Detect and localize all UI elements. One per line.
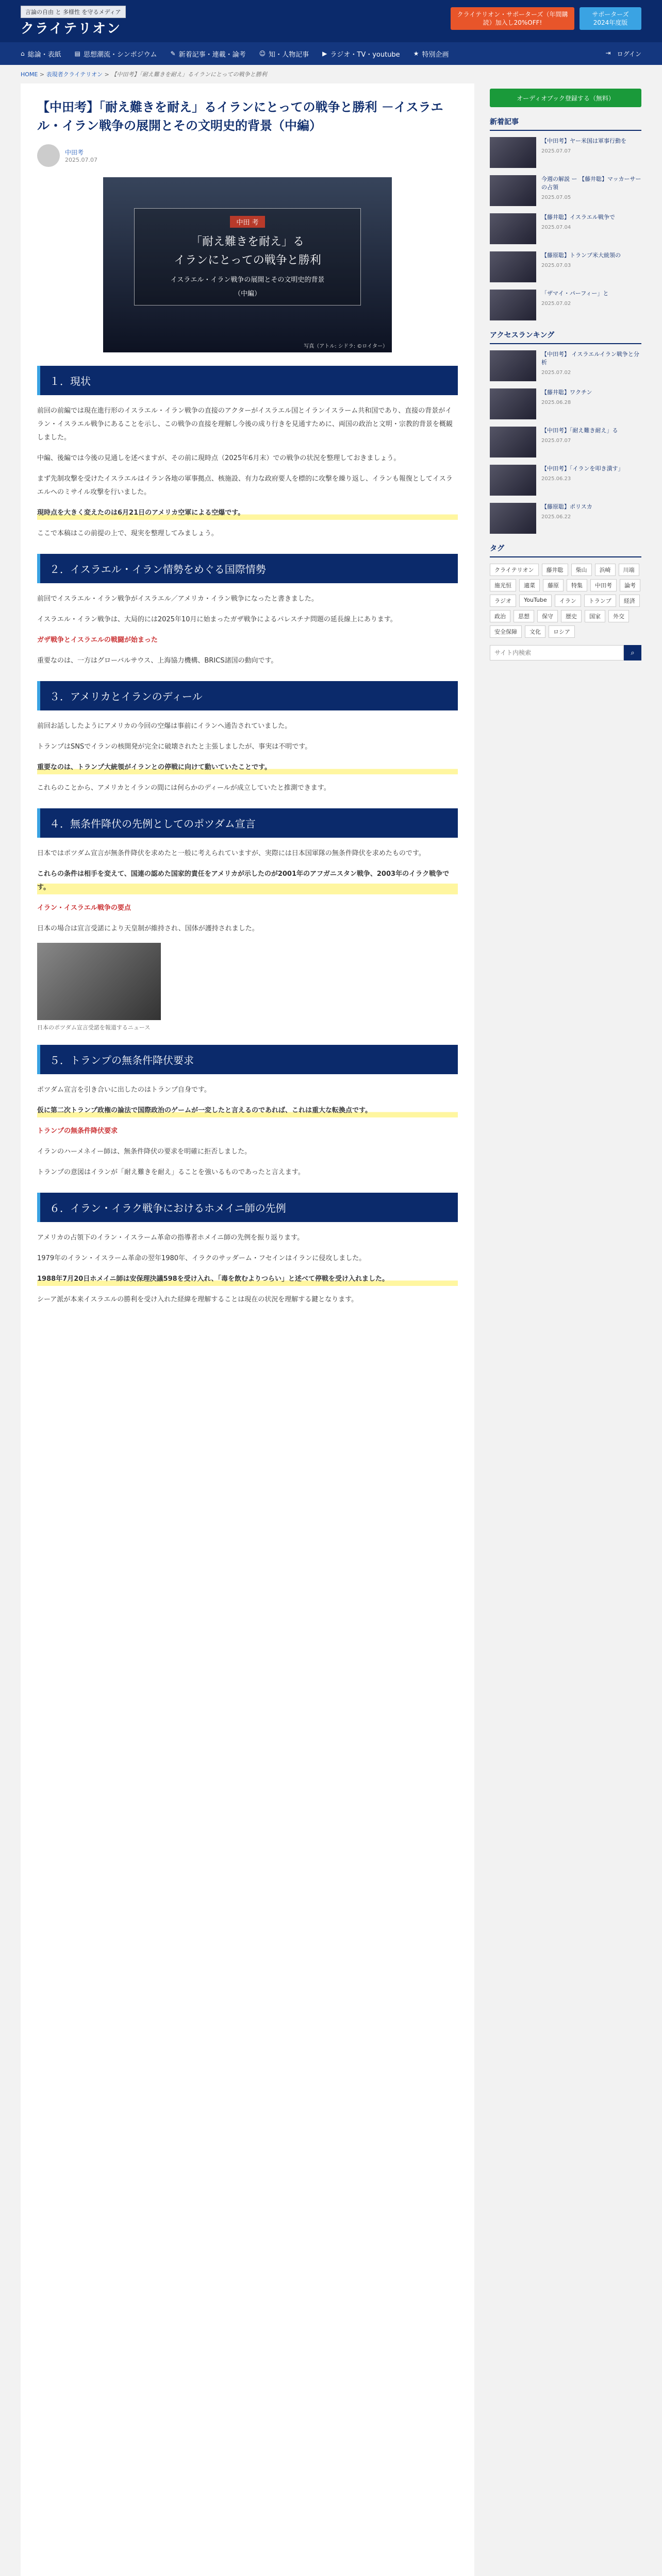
breadcrumb-sep: > bbox=[39, 71, 45, 78]
nav-item-radio[interactable] bbox=[322, 49, 400, 59]
paragraph: ここで本稿はこの前提の上で、現実を整理してみましょう。 bbox=[37, 530, 218, 537]
breadcrumb-category[interactable]: 表現者クライテリオン bbox=[46, 71, 103, 78]
paragraph: これらのことから、アメリカとイランの間には何らかのディールが成立していたと推測できます。 bbox=[37, 784, 330, 792]
login-label: ログイン bbox=[617, 50, 641, 58]
paragraph: 重要なのは、一方はグローバルサウス、上海協力機構、BRICS諸国の動向です。 bbox=[37, 657, 278, 665]
paragraph: シーア派が本来イスラエルの勝利を受け入れた経緯を理解することは現在の状況を理解する鍵となります。 bbox=[37, 1296, 358, 1303]
highlighted-paragraph: 重要なのは、トランプ大統領がイランとの停戦に向けて動いていたことです。 bbox=[37, 761, 458, 774]
potsdam-photo bbox=[37, 943, 161, 1020]
tag-cloud bbox=[490, 564, 641, 638]
article-meta bbox=[37, 144, 458, 167]
nav-label: 総論・表紙 bbox=[27, 50, 61, 59]
section-heading: ５．トランプの無条件降伏要求 bbox=[37, 1045, 458, 1074]
section-heading: ６．イラン・イラク戦争におけるホメイニ師の先例 bbox=[37, 1193, 458, 1222]
item-date: 2025.07.07 bbox=[541, 438, 571, 444]
author-name[interactable]: 中田考 bbox=[65, 149, 84, 156]
tag-link[interactable]: 保守 bbox=[537, 610, 558, 622]
latest-item[interactable] bbox=[490, 251, 641, 282]
emphasis-paragraph: イラン・イスラエル戦争の要点 bbox=[37, 904, 131, 912]
tag-link[interactable]: 藤原 bbox=[543, 579, 564, 591]
item-title: 今週の解説 ー 【藤井聡】マッカーサーの占領 bbox=[541, 176, 641, 191]
tag-link[interactable]: 藤井聡 bbox=[542, 564, 568, 576]
photo-caption: 日本のポツダム宣言受諾を報道するニュース bbox=[37, 1024, 151, 1031]
radio-icon: ▶ bbox=[322, 50, 327, 57]
tag-link[interactable]: ラジオ bbox=[490, 595, 516, 607]
paragraph: 前回の前編では現在進行形のイスラエル・イラン戦争の直接のアクターがイスラエル国とイランイスラーム共和国であり、直接の背景がイラン・イスラエル戦争にあることを示し、この戦争の直接を理解し今後の成り行きを見通すために、両国の政治と文明・宗教的背景を概観しました。 bbox=[37, 407, 453, 442]
latest-item[interactable] bbox=[490, 290, 641, 320]
item-title: 【中田考】「イランを叩き潰す」 bbox=[541, 465, 624, 472]
hero-line2: イランにとっての戦争と勝利 bbox=[174, 254, 321, 267]
item-date: 2025.06.22 bbox=[541, 514, 571, 520]
sidebar bbox=[490, 83, 641, 2576]
section-heading: ３．アメリカとイランのディール bbox=[37, 681, 458, 710]
star-icon: ★ bbox=[413, 50, 419, 57]
item-date: 2025.07.03 bbox=[541, 263, 571, 268]
paragraph: イスラエル・イラン戦争は、大局的には2025年10月に始まったガザ戦争によるパレスチナ問題の延長線上にあります。 bbox=[37, 616, 397, 623]
paragraph: 日本ではポツダム宣言が無条件降伏を求めたと一般に考えられていますが、実際には日本国軍隊の無条件降伏を求めたものです。 bbox=[37, 850, 425, 857]
site-search bbox=[490, 645, 641, 660]
hero-image bbox=[103, 177, 392, 352]
access-heading: アクセスランキング bbox=[490, 330, 641, 344]
tag-link[interactable]: 歴史 bbox=[561, 610, 582, 622]
item-date: 2025.07.05 bbox=[541, 195, 571, 200]
tag-link[interactable]: 思想 bbox=[514, 610, 534, 622]
item-title: 【中田考】ヤー米国は軍事行動を bbox=[541, 138, 626, 144]
site-header bbox=[0, 0, 662, 42]
tag-link[interactable]: 文化 bbox=[525, 625, 545, 638]
item-date: 2025.06.28 bbox=[541, 400, 571, 405]
article-title: 【中田考】「耐え難きを耐え」るイランにとっての戦争と勝利 －イスラエル・イラン戦争の展開とその文明史的背景（中編） bbox=[37, 100, 443, 133]
pen-icon: ✎ bbox=[170, 50, 176, 57]
tag-link[interactable]: 国家 bbox=[585, 610, 605, 622]
paragraph: 前回お話ししたようにアメリカの今回の空爆は事前にイランへ通告されていました。 bbox=[37, 722, 292, 730]
section-heading: ２．イスラエル・イラン情勢をめぐる国際情勢 bbox=[37, 554, 458, 583]
paragraph: 日本の場合は宣言受諾により天皇制が維持され、国体が護持されました。 bbox=[37, 925, 259, 933]
item-title: 【藤井聡】イスラエル戦争で bbox=[541, 214, 615, 221]
highlighted-paragraph: 1988年7月20日ホメイニ師は安保理決議598を受け入れ、「毒を飲むよりつらい」と述べて停戦を受け入れました。 bbox=[37, 1273, 458, 1286]
search-icon: ⌕ bbox=[631, 649, 635, 656]
main-nav bbox=[0, 42, 662, 65]
ranking-item[interactable] bbox=[490, 465, 641, 496]
section-heading: １．現状 bbox=[37, 366, 458, 395]
tag-link[interactable]: 政治 bbox=[490, 610, 510, 622]
nav-label: 特別企画 bbox=[422, 50, 449, 59]
subscription-promo-button[interactable]: クライテリオン・サポーターズ（年間購読）加入し20%OFF! bbox=[451, 7, 574, 30]
thumbnail bbox=[490, 465, 536, 496]
home-icon: ⌂ bbox=[21, 50, 25, 57]
item-date: 2025.07.04 bbox=[541, 225, 571, 230]
book-icon: ▤ bbox=[74, 50, 80, 57]
thumbnail bbox=[490, 213, 536, 244]
tag-link[interactable]: 浜崎 bbox=[595, 564, 616, 576]
tag-link[interactable]: 安全保障 bbox=[490, 625, 522, 638]
emphasis-paragraph: トランプの無条件降伏要求 bbox=[37, 1127, 118, 1135]
publish-date: 2025.07.07 bbox=[65, 157, 97, 163]
login-link[interactable] bbox=[606, 49, 641, 58]
tag-link[interactable]: 中田考 bbox=[590, 579, 617, 591]
item-date: 2025.07.02 bbox=[541, 370, 571, 376]
item-title: 【藤原聡】ポリスカ bbox=[541, 503, 592, 510]
tag-link[interactable]: 外交 bbox=[608, 610, 629, 622]
latest-item[interactable] bbox=[490, 137, 641, 168]
emphasis-paragraph: ガザ戦争とイスラエルの戦闘が始まった bbox=[37, 636, 158, 644]
article-main bbox=[21, 83, 474, 2576]
tags-heading: タグ bbox=[490, 543, 641, 557]
nav-item-special[interactable] bbox=[413, 49, 449, 59]
thumbnail bbox=[490, 388, 536, 419]
item-title: 【中田考】 イスラエルイラン戦争と分析 bbox=[541, 351, 639, 366]
tag-link[interactable]: 柴山 bbox=[571, 564, 592, 576]
paragraph: イランのハーメネイー師は、無条件降伏の要求を明確に拒否しました。 bbox=[37, 1148, 252, 1156]
nav-item-home[interactable] bbox=[21, 49, 61, 59]
item-title: 【藤原聡】トランプ米大統領の bbox=[541, 252, 621, 259]
paragraph: アメリカの占領下のイラン・イスラーム革命の指導者ホメイニ師の先例を振り返ります。 bbox=[37, 1234, 304, 1242]
audiobook-banner-label: オーディオブック登録する（無料） bbox=[517, 94, 615, 102]
paragraph: トランプの意図はイランが「耐え難きを耐え」ることを強いるものであったと言えます。 bbox=[37, 1168, 305, 1176]
hero-sub2: （中編） bbox=[234, 290, 261, 298]
breadcrumb-home[interactable]: HOME bbox=[21, 71, 38, 78]
supporters-button[interactable]: サポーターズ 2024年度版 bbox=[580, 7, 641, 30]
tag-link[interactable]: YouTube bbox=[519, 595, 552, 607]
person-icon: ☺ bbox=[259, 50, 266, 57]
login-icon: ⇥ bbox=[605, 49, 611, 57]
breadcrumb bbox=[0, 65, 662, 83]
thumbnail bbox=[490, 290, 536, 320]
nav-label: 新着記事・連載・論考 bbox=[178, 50, 246, 59]
breadcrumb-sep: > bbox=[104, 71, 109, 78]
nav-item-articles[interactable] bbox=[171, 49, 246, 59]
paragraph: ポツダム宣言を引き合いに出したのはトランプ自身です。 bbox=[37, 1086, 211, 1094]
item-date: 2025.07.02 bbox=[541, 301, 571, 307]
item-date: 2025.07.07 bbox=[541, 148, 571, 154]
item-title: 【藤井聡】ワクチン bbox=[541, 389, 592, 396]
breadcrumb-current: 【中田考】「耐え難きを耐え」るイランにとっての戦争と勝利 bbox=[111, 71, 267, 78]
paragraph: 中編、後編では今後の見通しを述べますが、その前に現時点（2025年6月末）での戦争の状況を整理しておきましょう。 bbox=[37, 454, 401, 462]
item-date: 2025.06.23 bbox=[541, 476, 571, 482]
paragraph: 1979年のイラン・イスラーム革命の翌年1980年、イラクのサッダーム・フセインはイランに侵攻しました。 bbox=[37, 1255, 366, 1262]
site-logo[interactable] bbox=[21, 6, 126, 37]
ranking-item[interactable] bbox=[490, 388, 641, 419]
highlighted-paragraph: これらの条件は相手を変えて、国連の認めた国家的責任をアメリカが示したのが2001年のアフガニスタン戦争、2003年のイラク戦争です。 bbox=[37, 868, 458, 894]
highlighted-paragraph: 仮に第二次トランプ政権の論法で国際政治のゲームが一変したと言えるのであれば、これは重大な転換点です。 bbox=[37, 1104, 458, 1117]
latest-item[interactable] bbox=[490, 213, 641, 244]
site-tagline: 言論の自由 と 多様性 を守るメディア bbox=[21, 6, 126, 18]
site-name: クライテリオン bbox=[21, 21, 121, 37]
author-avatar bbox=[37, 144, 60, 167]
paragraph: トランプはSNSでイランの核開発が完全に破壊されたと主張しましたが、事実は不明です。 bbox=[37, 743, 312, 751]
hero-author: 中田 考 bbox=[230, 216, 264, 228]
thumbnail bbox=[490, 137, 536, 168]
tag-link[interactable]: トランプ bbox=[584, 595, 616, 607]
nav-label: 思想潮流・シンポジウム bbox=[83, 50, 157, 59]
search-input[interactable] bbox=[490, 645, 624, 660]
tag-link[interactable]: 経済 bbox=[619, 595, 640, 607]
tag-link[interactable]: イラン bbox=[555, 595, 581, 607]
hero-caption: 写真（アトル: シドラ: ©ロイター） bbox=[304, 344, 388, 349]
tag-link[interactable]: 論考 bbox=[620, 579, 640, 591]
paragraph: 前回でイスラエル・イラン戦争がイスラエル／アメリカ・イラン戦争になったと書きました。 bbox=[37, 595, 318, 603]
ranking-item[interactable] bbox=[490, 427, 641, 457]
nav-item-people[interactable] bbox=[259, 49, 309, 59]
hero-sub: イスラエル・イラン戦争の展開とその文明史的背景 bbox=[170, 276, 325, 284]
ranking-item[interactable] bbox=[490, 350, 641, 381]
tag-link[interactable]: ロシア bbox=[549, 625, 575, 638]
latest-heading: 新着記事 bbox=[490, 116, 641, 131]
ranking-item[interactable] bbox=[490, 503, 641, 534]
nav-label: 知・人物記事 bbox=[269, 50, 309, 59]
nav-label: ラジオ・TV・youtube bbox=[330, 50, 400, 59]
nav-item-thought[interactable] bbox=[75, 49, 157, 59]
item-title: 【中田考】「耐え難き耐え」る bbox=[541, 427, 618, 434]
thumbnail bbox=[490, 251, 536, 282]
thumbnail bbox=[490, 175, 536, 206]
hero-title-box bbox=[134, 208, 361, 306]
tag-link[interactable]: 特集 bbox=[567, 579, 587, 591]
search-button[interactable] bbox=[624, 645, 641, 660]
hero-line1: 「耐え難きを耐え」る bbox=[190, 235, 304, 248]
paragraph: まず先制攻撃を受けたイスラエルはイラン各地の軍事拠点、核施設、有力な政府要人を標的に攻撃を繰り返し、イランも報復としてイスラエルへのミサイル攻撃を行いました。 bbox=[37, 475, 453, 496]
tag-link[interactable]: クライテリオン bbox=[490, 564, 539, 576]
thumbnail bbox=[490, 350, 536, 381]
thumbnail bbox=[490, 427, 536, 457]
item-title: 「ザマイ・パーフィー」と bbox=[541, 290, 609, 297]
latest-item[interactable] bbox=[490, 175, 641, 206]
audiobook-banner[interactable] bbox=[490, 89, 641, 107]
highlighted-paragraph: 現時点を大きく変えたのは6月21日のアメリカ空軍による空爆です。 bbox=[37, 506, 458, 520]
tag-link[interactable]: 適菜 bbox=[519, 579, 540, 591]
thumbnail bbox=[490, 503, 536, 534]
tag-link[interactable]: 施光恒 bbox=[490, 579, 516, 591]
section-heading: ４．無条件降伏の先例としてのポツダム宣言 bbox=[37, 808, 458, 838]
tag-link[interactable]: 川端 bbox=[619, 564, 639, 576]
